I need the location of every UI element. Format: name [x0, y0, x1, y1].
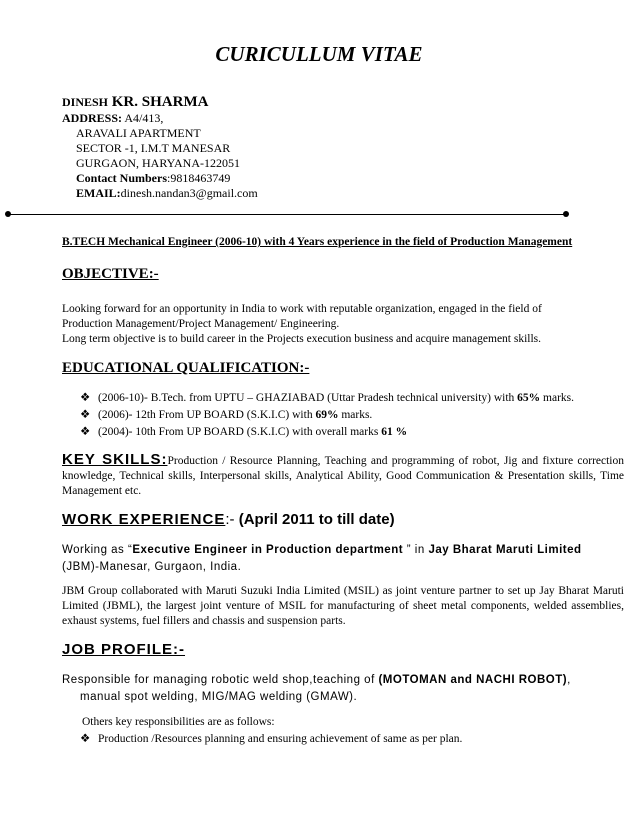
key-skills-heading: KEY SKILLS: — [62, 451, 168, 468]
address-line4: GURGAON, HARYANA-122051 — [76, 156, 241, 170]
first-name: DINESH — [62, 95, 109, 109]
address-row — [62, 111, 258, 126]
candidate-name — [62, 94, 258, 111]
email-label: EMAIL: — [76, 186, 121, 200]
job-profile-text: Responsible for managing robotic weld shop,teaching of (MOTOMAN and NACHI ROBOT), manual spot welding, MIG/MAG welding (GMAW). — [62, 674, 571, 703]
work-role: Working as “Executive Engineer in Production department ” in Jay Bharat Maruti Limited (JBM)-Manesar, Gurgaon, India. — [62, 544, 582, 573]
education-heading: EDUCATIONAL QUALIFICATION:- — [62, 360, 310, 376]
address-label: ADDRESS: — [62, 111, 123, 125]
objective-line3: Long term objective is to build career in the Projects execution business and acquire management skills. — [62, 333, 542, 345]
education-list — [80, 390, 625, 441]
key-skills-text: Production / Resource Planning, Teaching and programming of robot, Jig and fixture correction knowledge, Technical skills, Interpersonal skills, Analytical Ability, Good Communication & Presentation skills, Time Management etc. — [62, 455, 624, 497]
objective-line2: Production Management/Project Management/ Engineering. — [62, 318, 340, 330]
company-description: JBM Group collaborated with Maruti Suzuki India Limited (MSIL) as joint venture partner to set up Jay Bharat Maruti Limited (JBML), the largest joint venture of MSIL for manufacturing of sheet metal components, welded assemblies, exhaust systems, fuel fillers and chassis and suspension parts. — [62, 585, 624, 627]
work-heading: WORK EXPERIENCE — [62, 511, 226, 528]
job-bullet: ❖ Production /Resources planning and ensuring achievement of same as per plan. — [80, 731, 625, 748]
education-item: ❖ (2004)- 10th From UP BOARD (S.K.I.C) with overall marks 61 % — [80, 424, 625, 441]
last-name: KR. SHARMA — [111, 94, 209, 110]
bullet-icon: ❖ — [80, 733, 91, 745]
header-divider — [8, 214, 566, 215]
others-responsibilities: Others key responsibilities are as follows: — [82, 716, 275, 728]
contact-value: :9818463749 — [167, 171, 231, 185]
bullet-icon: ❖ — [80, 409, 91, 421]
contact-row — [62, 171, 258, 186]
address-line2: ARAVALI APARTMENT — [76, 126, 201, 140]
objective-heading: OBJECTIVE:- — [62, 266, 159, 282]
email-value: dinesh.nandan3@gmail.com — [120, 186, 258, 200]
profile-summary: B.TECH Mechanical Engineer (2006-10) with 4 Years experience in the field of Production Management — [62, 236, 573, 248]
work-heading-row: WORK EXPERIENCE:- (April 2011 to till date) — [62, 511, 395, 528]
objective-text — [62, 302, 624, 347]
work-period: (April 2011 to till date) — [238, 511, 395, 528]
divider-left-dot — [5, 211, 11, 217]
education-item: ❖ (2006-10)- B.Tech. from UPTU – GHAZIABAD (Uttar Pradesh technical university) with 65% marks. — [80, 390, 625, 407]
address-line3: SECTOR -1, I.M.T MANESAR — [76, 141, 231, 155]
key-skills-section — [62, 452, 624, 499]
divider-right-dot — [563, 211, 569, 217]
email-row — [62, 186, 258, 201]
contact-label: Contact Numbers — [76, 171, 167, 185]
objective-line1: Looking forward for an opportunity in India to work with reputable organization, engaged in the field of — [62, 303, 542, 315]
address-line1: A4/413, — [124, 111, 164, 125]
company-name: Jay Bharat Maruti Limited — [428, 544, 582, 556]
bullet-icon: ❖ — [80, 392, 91, 404]
education-item: ❖ (2006)- 12th From UP BOARD (S.K.I.C) with 69% marks. — [80, 407, 625, 424]
contact-header — [62, 94, 258, 201]
job-profile-heading: JOB PROFILE:- — [62, 641, 186, 658]
bullet-icon: ❖ — [80, 426, 91, 438]
document-title: CURICULLUM VITAE — [215, 42, 423, 66]
